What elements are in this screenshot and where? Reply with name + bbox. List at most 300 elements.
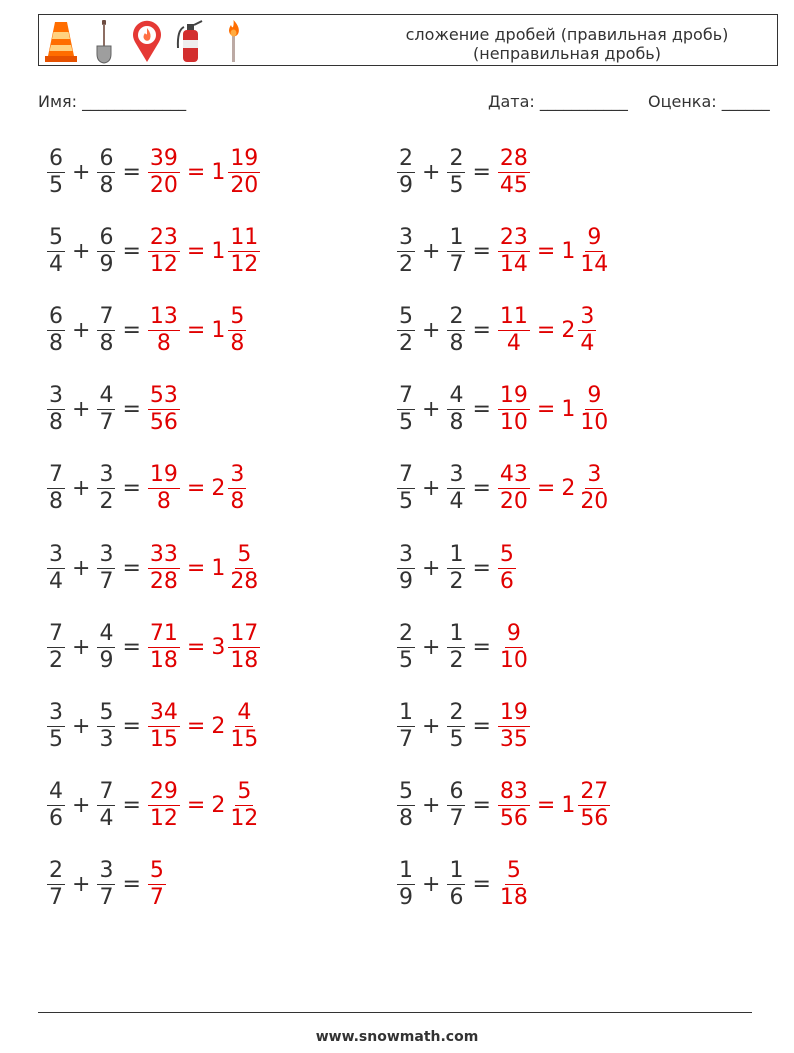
second-fraction-numerator: 6 [449, 779, 464, 805]
equals-sign: = [122, 634, 141, 660]
first-fraction [397, 462, 415, 515]
equals-sign: = [472, 238, 491, 264]
fraction-problem [396, 458, 611, 520]
second-fraction-numerator: 3 [449, 462, 464, 488]
first-fraction-numerator: 6 [49, 303, 63, 329]
answer-improper-fraction-denominator: 20 [499, 489, 528, 515]
answer-whole-part: 2 [561, 317, 576, 343]
second-fraction-denominator: 4 [449, 489, 464, 515]
answer-improper-fraction-denominator: 56 [499, 806, 528, 832]
answer-mixed-fraction [228, 225, 260, 278]
answer-improper-fraction-numerator: 5 [506, 858, 521, 884]
answer-improper-fraction-numerator: 19 [149, 462, 178, 488]
answer-whole-part: 1 [211, 317, 226, 343]
fraction-problem [46, 141, 261, 203]
header-icons [43, 18, 258, 64]
second-fraction-denominator: 7 [99, 885, 114, 911]
answer-improper-fraction-denominator: 12 [149, 251, 178, 277]
second-fraction-numerator: 2 [449, 303, 464, 329]
answer-mixed-fraction-numerator: 3 [230, 462, 245, 488]
first-fraction [47, 621, 65, 674]
name-field[interactable]: Имя: _____________ [38, 92, 187, 111]
answer-improper-fraction [498, 858, 530, 911]
second-fraction-denominator: 2 [449, 568, 464, 594]
first-fraction-denominator: 9 [399, 172, 413, 198]
second-fraction-denominator: 2 [99, 489, 114, 515]
equals-sign: = [122, 397, 141, 423]
answer-improper-fraction-numerator: 9 [506, 620, 521, 646]
fraction-problem [46, 220, 261, 282]
answer-improper-fraction [148, 225, 180, 278]
date-field[interactable]: Дата: ___________ [488, 92, 628, 111]
second-fraction-numerator: 6 [99, 145, 114, 171]
first-fraction [397, 542, 415, 595]
second-fraction-numerator: 3 [99, 858, 114, 884]
equals-sign: = [472, 713, 491, 739]
second-fraction-denominator: 7 [99, 568, 114, 594]
answer-improper-fraction-denominator: 8 [156, 330, 171, 356]
answer-whole-part: 1 [211, 159, 226, 185]
fraction-problem [46, 854, 167, 916]
first-fraction-denominator: 4 [49, 568, 63, 594]
second-fraction-numerator: 5 [99, 699, 114, 725]
plus-sign: + [422, 555, 441, 581]
answer-mixed-fraction [578, 383, 610, 436]
grade-field[interactable]: Оценка: ______ [648, 92, 770, 111]
fraction-problem [396, 616, 531, 678]
first-fraction-numerator: 6 [49, 145, 63, 171]
answer-improper-fraction-denominator: 20 [149, 172, 178, 198]
fraction-problem [396, 220, 611, 282]
first-fraction-numerator: 3 [49, 541, 63, 567]
answer-equals-sign: = [186, 793, 206, 819]
answer-improper-fraction-denominator: 6 [499, 568, 514, 594]
plus-sign: + [72, 397, 91, 423]
first-fraction-denominator: 8 [49, 410, 63, 436]
answer-mixed-fraction-numerator: 9 [587, 383, 602, 409]
answer-improper-fraction [498, 462, 530, 515]
answer-equals-sign: = [536, 476, 556, 502]
answer-equals-sign: = [186, 476, 206, 502]
equals-sign: = [472, 476, 491, 502]
answer-improper-fraction-denominator: 18 [149, 647, 178, 673]
fraction-problem [396, 775, 611, 837]
second-fraction [447, 621, 465, 674]
first-fraction-numerator: 1 [399, 699, 413, 725]
answer-mixed-fraction-denominator: 56 [580, 806, 609, 832]
first-fraction-denominator: 6 [49, 806, 63, 832]
answer-improper-fraction-numerator: 43 [499, 462, 528, 488]
answer-improper-fraction [498, 542, 516, 595]
answer-equals-sign: = [536, 238, 556, 264]
equals-sign: = [472, 634, 491, 660]
plus-sign: + [72, 793, 91, 819]
answer-mixed-fraction-numerator: 5 [230, 303, 245, 329]
answer-improper-fraction-denominator: 12 [149, 806, 178, 832]
answer-mixed-fraction-denominator: 4 [580, 330, 595, 356]
title-line-1: сложение дробей (правильная дробь) [405, 25, 729, 44]
equals-sign: = [122, 555, 141, 581]
equals-sign: = [472, 317, 491, 343]
answer-mixed-fraction-denominator: 12 [230, 806, 259, 832]
first-fraction-denominator: 2 [399, 330, 413, 356]
second-fraction-denominator: 7 [449, 251, 464, 277]
first-fraction [397, 383, 415, 436]
second-fraction [97, 779, 115, 832]
fraction-problem [46, 458, 247, 520]
answer-equals-sign: = [186, 317, 206, 343]
equals-sign: = [472, 159, 491, 185]
answer-improper-fraction [148, 304, 180, 357]
answer-improper-fraction-numerator: 71 [149, 620, 178, 646]
first-fraction-denominator: 5 [49, 172, 63, 198]
second-fraction-numerator: 1 [449, 224, 464, 250]
answer-improper-fraction-denominator: 4 [506, 330, 521, 356]
answer-mixed-fraction-denominator: 10 [580, 410, 609, 436]
answer-improper-fraction [148, 146, 180, 199]
first-fraction-denominator: 5 [49, 726, 63, 752]
second-fraction [97, 700, 115, 753]
answer-mixed-fraction-denominator: 8 [230, 489, 245, 515]
first-fraction-denominator: 5 [399, 489, 413, 515]
second-fraction-numerator: 1 [449, 541, 464, 567]
second-fraction [97, 542, 115, 595]
answer-mixed-fraction-denominator: 15 [230, 726, 259, 752]
fraction-problem [396, 854, 531, 916]
answer-mixed-fraction-numerator: 27 [580, 779, 609, 805]
answer-improper-fraction-numerator: 19 [499, 383, 528, 409]
answer-equals-sign: = [186, 634, 206, 660]
fraction-problem [46, 299, 247, 361]
answer-improper-fraction-numerator: 23 [499, 224, 528, 250]
answer-improper-fraction [148, 621, 180, 674]
first-fraction-numerator: 2 [399, 145, 413, 171]
shovel-icon [86, 18, 122, 64]
equals-sign: = [472, 872, 491, 898]
first-fraction-denominator: 8 [49, 489, 63, 515]
fraction-problem [46, 379, 181, 441]
answer-improper-fraction-numerator: 28 [499, 145, 528, 171]
equals-sign: = [122, 476, 141, 502]
plus-sign: + [422, 793, 441, 819]
answer-mixed-fraction-numerator: 11 [230, 224, 259, 250]
plus-sign: + [72, 159, 91, 185]
second-fraction [447, 304, 465, 357]
answer-improper-fraction [148, 858, 166, 911]
footer-url: www.snowmath.com [315, 1029, 479, 1045]
traffic-cone-icon [43, 18, 79, 64]
second-fraction [97, 146, 115, 199]
first-fraction-denominator: 7 [399, 726, 413, 752]
plus-sign: + [72, 634, 91, 660]
answer-improper-fraction-numerator: 83 [499, 779, 528, 805]
second-fraction-denominator: 9 [99, 251, 114, 277]
answer-mixed-fraction [228, 779, 260, 832]
second-fraction-denominator: 8 [449, 330, 464, 356]
first-fraction [47, 542, 65, 595]
fraction-problem [46, 775, 261, 837]
answer-improper-fraction-denominator: 14 [499, 251, 528, 277]
answer-mixed-fraction [228, 304, 246, 357]
equals-sign: = [122, 793, 141, 819]
second-fraction [447, 779, 465, 832]
answer-improper-fraction-numerator: 5 [149, 858, 164, 884]
answer-mixed-fraction [228, 542, 260, 595]
second-fraction-numerator: 4 [99, 383, 114, 409]
first-fraction [47, 146, 65, 199]
second-fraction [447, 542, 465, 595]
second-fraction-denominator: 4 [99, 806, 114, 832]
answer-mixed-fraction [228, 146, 260, 199]
second-fraction-denominator: 6 [449, 885, 464, 911]
second-fraction [97, 304, 115, 357]
second-fraction [447, 700, 465, 753]
match-icon [215, 18, 251, 64]
equals-sign: = [472, 793, 491, 819]
second-fraction-numerator: 1 [449, 620, 464, 646]
answer-mixed-fraction [578, 304, 596, 357]
answer-mixed-fraction-denominator: 20 [230, 172, 259, 198]
answer-improper-fraction-denominator: 10 [499, 647, 528, 673]
fire-extinguisher-icon [172, 18, 208, 64]
second-fraction-numerator: 2 [449, 145, 464, 171]
answer-improper-fraction [498, 621, 530, 674]
answer-improper-fraction [498, 225, 530, 278]
second-fraction-denominator: 8 [449, 410, 464, 436]
answer-improper-fraction-numerator: 39 [149, 145, 178, 171]
second-fraction [447, 858, 465, 911]
plus-sign: + [72, 555, 91, 581]
plus-sign: + [72, 713, 91, 739]
first-fraction [397, 225, 415, 278]
plus-sign: + [72, 238, 91, 264]
first-fraction-denominator: 9 [399, 885, 413, 911]
answer-equals-sign: = [186, 713, 206, 739]
answer-improper-fraction-numerator: 5 [499, 541, 514, 567]
answer-improper-fraction-denominator: 35 [499, 726, 528, 752]
answer-improper-fraction-numerator: 34 [149, 699, 178, 725]
equals-sign: = [122, 317, 141, 343]
first-fraction-numerator: 7 [49, 620, 63, 646]
answer-improper-fraction [498, 304, 530, 357]
answer-mixed-fraction-numerator: 5 [237, 541, 252, 567]
answer-mixed-fraction-numerator: 17 [230, 620, 259, 646]
answer-mixed-fraction-numerator: 3 [580, 303, 595, 329]
first-fraction [397, 858, 415, 911]
first-fraction-denominator: 7 [49, 885, 63, 911]
answer-improper-fraction-denominator: 10 [499, 410, 528, 436]
fraction-problem [396, 299, 597, 361]
second-fraction [97, 621, 115, 674]
plus-sign: + [422, 397, 441, 423]
fraction-problem [396, 695, 531, 757]
first-fraction-numerator: 5 [399, 303, 413, 329]
answer-whole-part: 1 [561, 397, 576, 423]
answer-mixed-fraction-denominator: 12 [230, 251, 259, 277]
answer-mixed-fraction-denominator: 18 [230, 647, 259, 673]
answer-whole-part: 2 [211, 713, 226, 739]
first-fraction-numerator: 3 [399, 541, 413, 567]
second-fraction-numerator: 4 [99, 620, 114, 646]
first-fraction-denominator: 8 [399, 806, 413, 832]
answer-improper-fraction-numerator: 53 [149, 383, 178, 409]
first-fraction [397, 304, 415, 357]
second-fraction-denominator: 9 [99, 647, 114, 673]
answer-whole-part: 1 [211, 555, 226, 581]
answer-improper-fraction-numerator: 23 [149, 224, 178, 250]
plus-sign: + [422, 476, 441, 502]
equals-sign: = [472, 555, 491, 581]
fraction-problem [46, 695, 261, 757]
second-fraction-denominator: 7 [99, 410, 114, 436]
second-fraction [447, 225, 465, 278]
answer-equals-sign: = [186, 238, 206, 264]
fraction-problem [396, 379, 611, 441]
answer-mixed-fraction [578, 462, 610, 515]
equals-sign: = [472, 397, 491, 423]
first-fraction-numerator: 2 [399, 620, 413, 646]
plus-sign: + [422, 238, 441, 264]
answer-improper-fraction-numerator: 33 [149, 541, 178, 567]
answer-whole-part: 1 [561, 238, 576, 264]
answer-mixed-fraction [228, 700, 260, 753]
answer-improper-fraction [148, 462, 180, 515]
answer-improper-fraction-numerator: 29 [149, 779, 178, 805]
answer-improper-fraction-denominator: 15 [149, 726, 178, 752]
plus-sign: + [422, 317, 441, 343]
second-fraction-numerator: 7 [99, 779, 114, 805]
second-fraction [447, 383, 465, 436]
first-fraction-numerator: 7 [399, 383, 413, 409]
answer-mixed-fraction-numerator: 19 [230, 145, 259, 171]
answer-whole-part: 2 [211, 476, 226, 502]
answer-mixed-fraction-numerator: 4 [237, 699, 252, 725]
fire-location-pin-icon [129, 18, 165, 64]
second-fraction-denominator: 5 [449, 172, 464, 198]
second-fraction-denominator: 7 [449, 806, 464, 832]
answer-mixed-fraction-denominator: 20 [580, 489, 609, 515]
second-fraction-denominator: 2 [449, 647, 464, 673]
second-fraction [447, 462, 465, 515]
answer-improper-fraction [498, 779, 530, 832]
equals-sign: = [122, 238, 141, 264]
answer-equals-sign: = [536, 317, 556, 343]
second-fraction-numerator: 1 [449, 858, 464, 884]
first-fraction [47, 462, 65, 515]
equals-sign: = [122, 159, 141, 185]
answer-whole-part: 3 [211, 634, 226, 660]
answer-mixed-fraction [578, 779, 610, 832]
answer-mixed-fraction [578, 225, 610, 278]
first-fraction [47, 858, 65, 911]
answer-improper-fraction-denominator: 7 [149, 885, 164, 911]
second-fraction-numerator: 3 [99, 541, 114, 567]
first-fraction [47, 700, 65, 753]
first-fraction-numerator: 3 [399, 224, 413, 250]
first-fraction [397, 779, 415, 832]
answer-mixed-fraction-numerator: 3 [587, 462, 602, 488]
second-fraction-denominator: 8 [99, 330, 114, 356]
answer-mixed-fraction-numerator: 9 [587, 224, 602, 250]
answer-improper-fraction-denominator: 45 [499, 172, 528, 198]
second-fraction [447, 146, 465, 199]
answer-improper-fraction [498, 146, 530, 199]
answer-improper-fraction [498, 383, 530, 436]
answer-improper-fraction-numerator: 13 [149, 303, 178, 329]
answer-equals-sign: = [536, 793, 556, 819]
plus-sign: + [422, 159, 441, 185]
answer-whole-part: 2 [211, 793, 226, 819]
answer-equals-sign: = [186, 555, 206, 581]
answer-improper-fraction-numerator: 19 [499, 699, 528, 725]
first-fraction-denominator: 5 [399, 410, 413, 436]
first-fraction [47, 779, 65, 832]
answer-improper-fraction-denominator: 8 [156, 489, 171, 515]
first-fraction-numerator: 7 [399, 462, 413, 488]
first-fraction-numerator: 5 [399, 779, 413, 805]
answer-mixed-fraction-denominator: 28 [230, 568, 259, 594]
first-fraction [47, 225, 65, 278]
plus-sign: + [72, 476, 91, 502]
answer-improper-fraction-numerator: 11 [499, 303, 528, 329]
second-fraction-numerator: 2 [449, 699, 464, 725]
first-fraction [397, 700, 415, 753]
first-fraction-denominator: 2 [49, 647, 63, 673]
equals-sign: = [122, 872, 141, 898]
footer-divider [38, 1012, 752, 1013]
equals-sign: = [122, 713, 141, 739]
answer-improper-fraction-denominator: 56 [149, 410, 178, 436]
worksheet-header [38, 14, 778, 66]
answer-improper-fraction [148, 700, 180, 753]
answer-improper-fraction [498, 700, 530, 753]
answer-mixed-fraction [228, 621, 260, 674]
plus-sign: + [422, 634, 441, 660]
answer-whole-part: 1 [561, 793, 576, 819]
plus-sign: + [422, 713, 441, 739]
first-fraction-numerator: 5 [49, 224, 63, 250]
first-fraction-denominator: 8 [49, 330, 63, 356]
fraction-problem [46, 537, 261, 599]
fraction-problem [396, 537, 517, 599]
answer-whole-part: 2 [561, 476, 576, 502]
second-fraction-numerator: 7 [99, 303, 114, 329]
answer-mixed-fraction [228, 462, 246, 515]
plus-sign: + [72, 872, 91, 898]
answer-improper-fraction [148, 779, 180, 832]
first-fraction-numerator: 1 [399, 858, 413, 884]
plus-sign: + [422, 872, 441, 898]
answer-improper-fraction-denominator: 18 [499, 885, 528, 911]
first-fraction-denominator: 2 [399, 251, 413, 277]
title-line-2: (неправильная дробь) [473, 44, 661, 63]
answer-improper-fraction-denominator: 28 [149, 568, 178, 594]
second-fraction-denominator: 3 [99, 726, 114, 752]
answer-mixed-fraction-denominator: 8 [230, 330, 245, 356]
first-fraction-numerator: 3 [49, 383, 63, 409]
second-fraction-numerator: 4 [449, 383, 464, 409]
first-fraction [47, 304, 65, 357]
first-fraction-numerator: 7 [49, 462, 63, 488]
fraction-problem [46, 616, 261, 678]
worksheet-title [387, 25, 747, 63]
first-fraction [397, 146, 415, 199]
answer-mixed-fraction-denominator: 14 [580, 251, 609, 277]
answer-mixed-fraction-numerator: 5 [237, 779, 252, 805]
fraction-problem [396, 141, 531, 203]
plus-sign: + [72, 317, 91, 343]
first-fraction-numerator: 2 [49, 858, 63, 884]
